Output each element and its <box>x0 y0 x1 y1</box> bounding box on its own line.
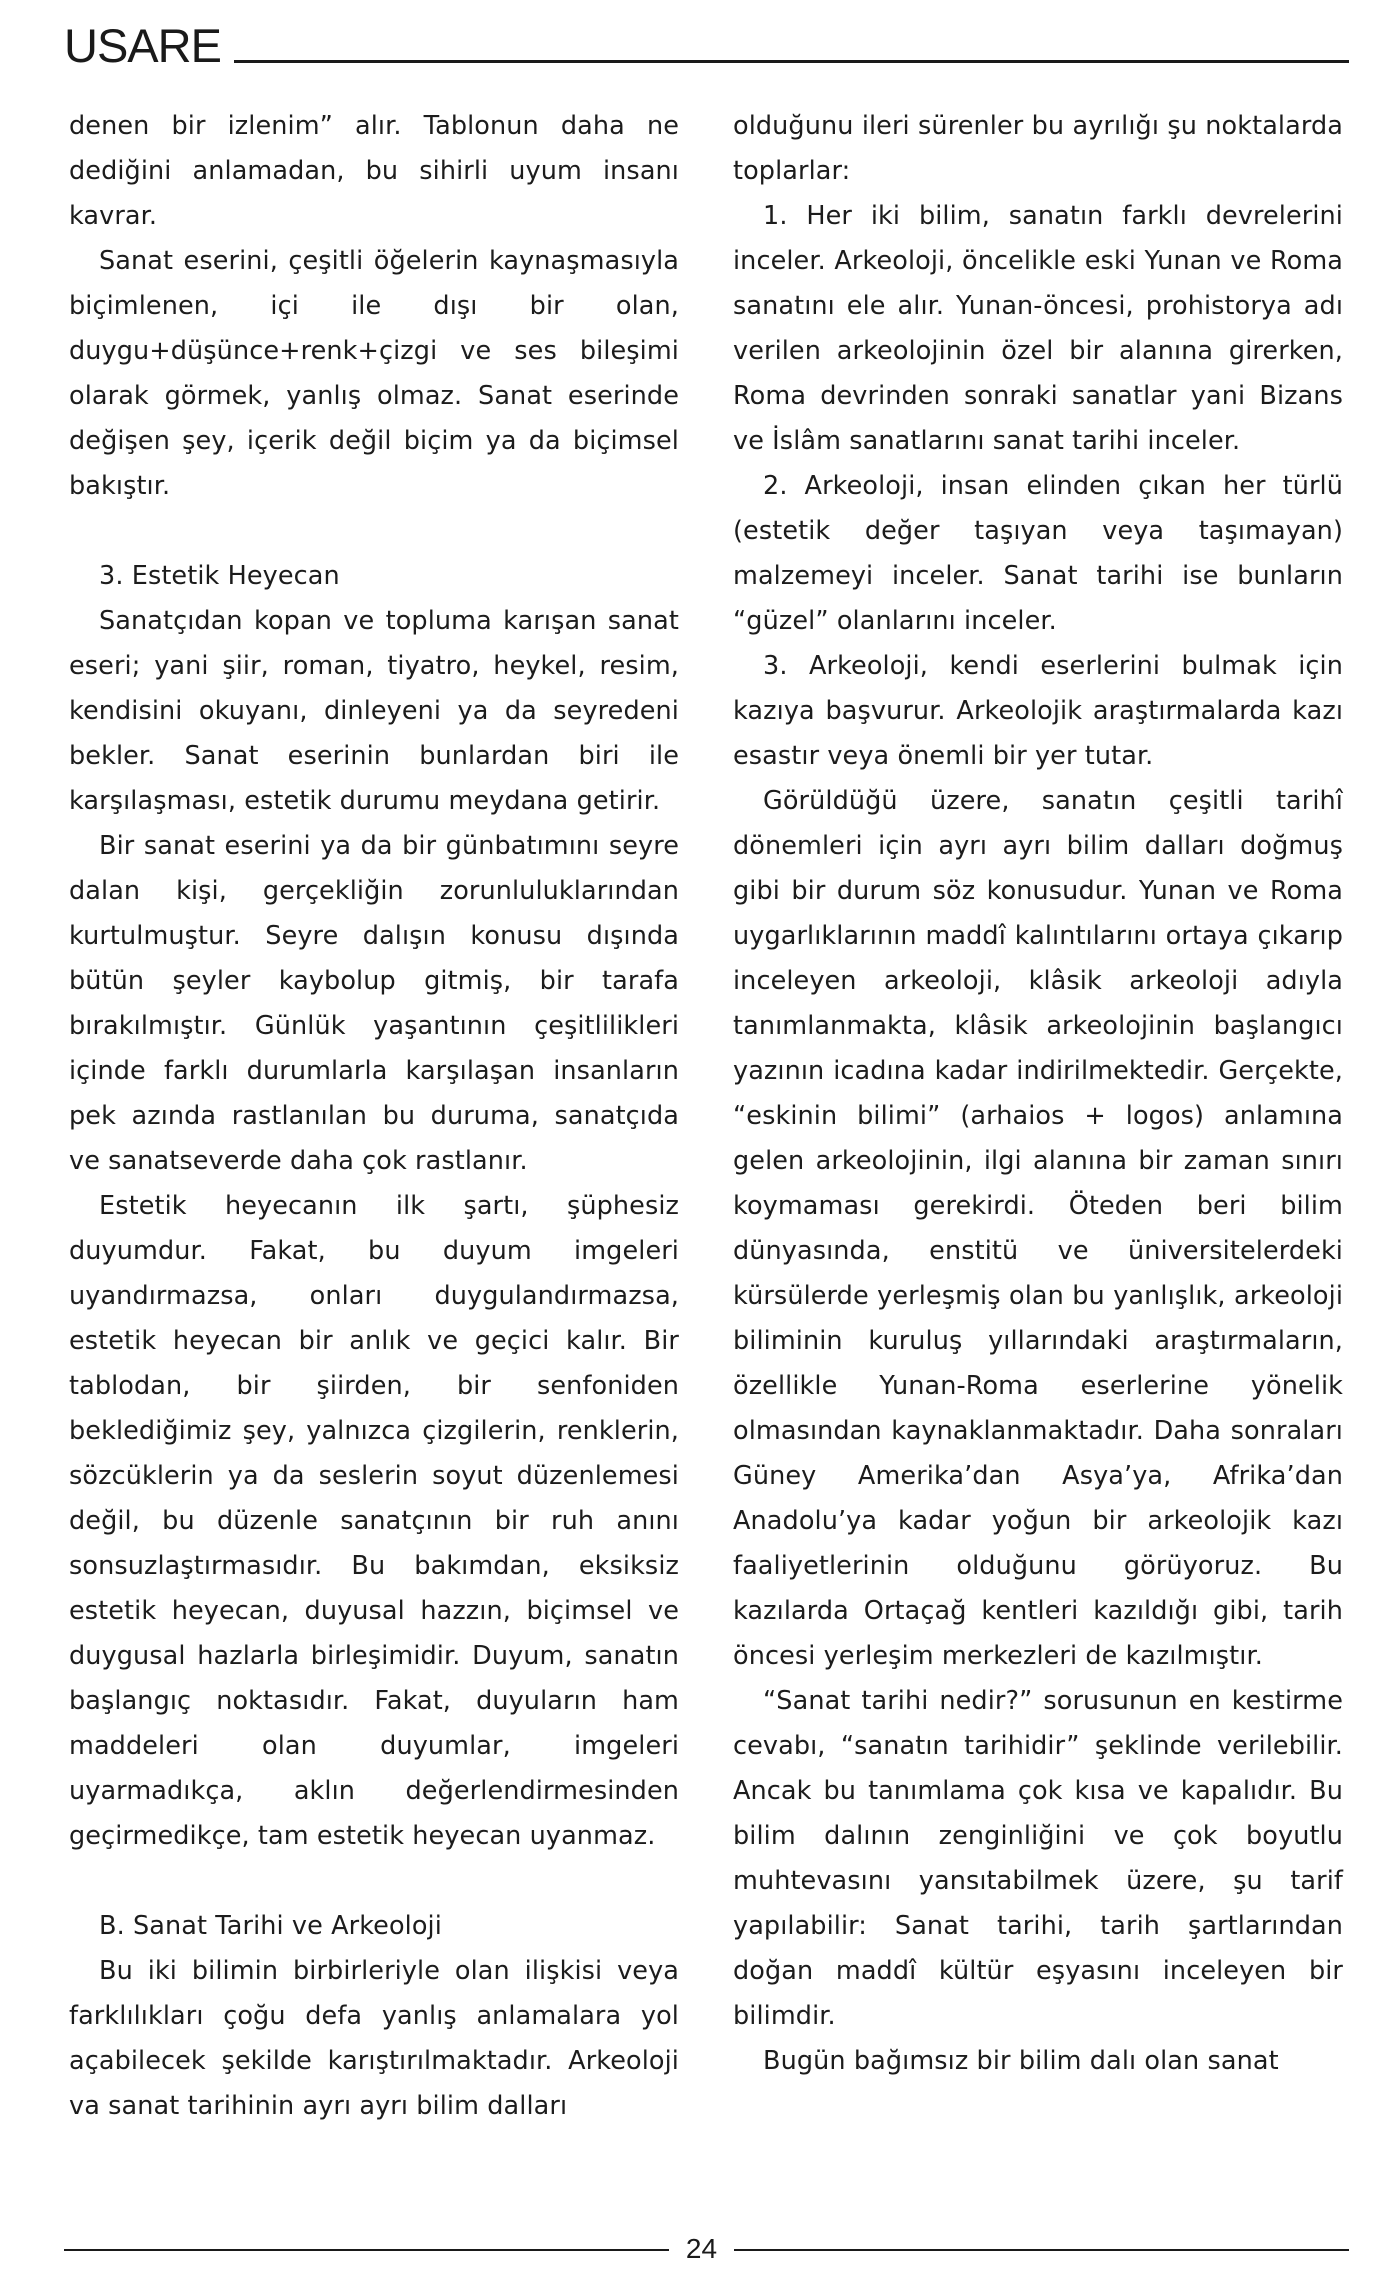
paragraph: Sanatçıdan kopan ve topluma karışan sanat eseri; yani şiir, roman, tiyatro, heykel, resim, kendisini okuyanı, dinleyeni ya da seyredeni bekler. Sanat eserinin bunlardan biri ile karşılaşması, estetik durumu meydana getirir. <box>69 606 679 816</box>
page-number: 24 <box>685 2233 718 2264</box>
paragraph: Bu iki bilimin birbirleriyle olan ilişkisi veya farklılıkları çoğu defa yanlış anlamalara yol açabilecek şekilde karıştırılmaktadır. Arkeoloji va sanat tarihinin ayrı ayrı bilim dalları <box>69 1956 679 2121</box>
paragraph: Sanat eserini, çeşitli öğelerin kaynaşmasıyla biçimlenen, içi ile dışı bir olan, duygu+düşünce+renk+çizgi ve ses bileşimi olarak görmek, yanlış olmaz. Sanat eserinde değişen şey, içerik değil biçim ya da biçimsel bakıştır. <box>69 246 679 501</box>
left-column <box>69 104 679 2129</box>
page-header <box>64 18 1349 74</box>
numbered-item: 1. Her iki bilim, sanatın farklı devrelerini inceler. Arkeoloji, öncelikle eski Yunan ve Roma sanatını ele alır. Yunan-öncesi, prohistorya adı verilen arkeolojinin özel bir alanına girerken, Roma devrinden sonraki sanatlar yani Bizans ve İslâm sanatlarını sanat tarihi inceler. <box>733 201 1343 456</box>
paragraph: “Sanat tarihi nedir?” sorusunun en kestirme cevabı, “sanatın tarihidir” şeklinde verilebilir. Ancak bu tanımlama çok kısa ve kapalıdır. Bu bilim dalının zenginliğini ve çok boyutlu muhtevasını yansıtabilmek üzere, şu tarif yapılabilir: Sanat tarihi, tarih şartlarından doğan maddî kültür eşyasını inceleyen bir bilimdir. <box>733 1686 1343 2031</box>
paragraph: denen bir izlenim” alır. Tablonun daha ne dediğini anlamadan, bu sihirli uyum insanı kavrar. <box>69 111 679 231</box>
paragraph: Bugün bağımsız bir bilim dalı olan sanat <box>763 2046 1279 2076</box>
journal-brand: USARE <box>64 19 221 72</box>
paragraph: Bir sanat eserini ya da bir günbatımını seyre dalan kişi, gerçekliğin zorunluluklarından kurtulmuştur. Seyre dalışın konusu dışında bütün şeyler kaybolup gitmiş, bir tarafa bırakılmıştır. Günlük yaşantının çeşitlilikleri içinde farklı durumlarla karşılaşan insanların pek azında rastlanılan bu duruma, sanatçıda ve sanatseverde daha çok rastlanır. <box>69 831 679 1176</box>
right-column <box>733 104 1343 2084</box>
paragraph: Görüldüğü üzere, sanatın çeşitli tarihî dönemleri için ayrı ayrı bilim dalları doğmuş gibi bir durum söz konusudur. Yunan ve Roma uygarlıklarının maddî kalıntılarını ortaya çıkarıp inceleyen arkeoloji, klâsik arkeoloji adıyla tanımlanmakta, klâsik arkeolojinin başlangıcı yazının icadına kadar indirilmektedir. Gerçekte, “eskinin bilimi” (arhaios + logos) anlamına gelen arkeolojinin, ilgi alanına bir zaman sınırı koymaması gerekirdi. Öteden beri bilim dünyasında, enstitü ve üniversitelerdeki kürsülerde yerleşmiş olan bu yanlışlık, arkeoloji biliminin kuruluş yıllarındaki araştırmaların, özellikle Yunan-Roma eserlerine yönelik olmasından kaynaklanmaktadır. Daha sonraları Güney Amerika’dan Asya’ya, Afrika’dan Anadolu’ya kadar yoğun bir arkeolojik kazı faaliyetlerinin olduğunu görüyoruz. Bu kazılarda Ortaçağ kentleri kazıldığı gibi, tarih öncesi yerleşim merkezleri de kazılmıştır. <box>733 786 1343 1671</box>
section-heading: 3. Estetik Heyecan <box>99 561 340 591</box>
header-rule <box>234 60 1349 63</box>
paragraph: olduğunu ileri sürenler bu ayrılığı şu noktalarda toplarlar: <box>733 111 1343 186</box>
paragraph: Estetik heyecanın ilk şartı, şüphesiz duyumdur. Fakat, bu duyum imgeleri uyandırmazsa, onları duygulandırmazsa, estetik heyecan bir anlık ve geçici kalır. Bir tablodan, bir şiirden, bir senfoniden beklediğimiz şey, yalnızca çizgilerin, renklerin, sözcüklerin ya da seslerin soyut düzenlemesi değil, bu düzenle sanatçının bir ruh anını sonsuzlaştırmasıdır. Bu bakımdan, eksiksiz estetik heyecan, duyusal hazzın, biçimsel ve duygusal hazlarla birleşimidir. Duyum, sanatın başlangıç noktasıdır. Fakat, duyuların ham maddeleri olan duyumlar, imgeleri uyarmadıkça, aklın değerlendirmesinden geçirmedikçe, tam estetik heyecan uyanmaz. <box>69 1191 679 1851</box>
footer-rule-right <box>734 2249 1349 2251</box>
numbered-item: 2. Arkeoloji, insan elinden çıkan her türlü (estetik değer taşıyan veya taşımayan) malzemeyi inceler. Sanat tarihi ise bunların “güzel” olanlarını inceler. <box>733 471 1343 636</box>
footer-rule-left <box>64 2249 669 2251</box>
page-footer <box>64 2234 1349 2264</box>
numbered-item: 3. Arkeoloji, kendi eserlerini bulmak için kazıya başvurur. Arkeolojik araştırmalarda kazı esastır veya önemli bir yer tutar. <box>733 651 1343 771</box>
section-heading: B. Sanat Tarihi ve Arkeoloji <box>99 1911 442 1941</box>
